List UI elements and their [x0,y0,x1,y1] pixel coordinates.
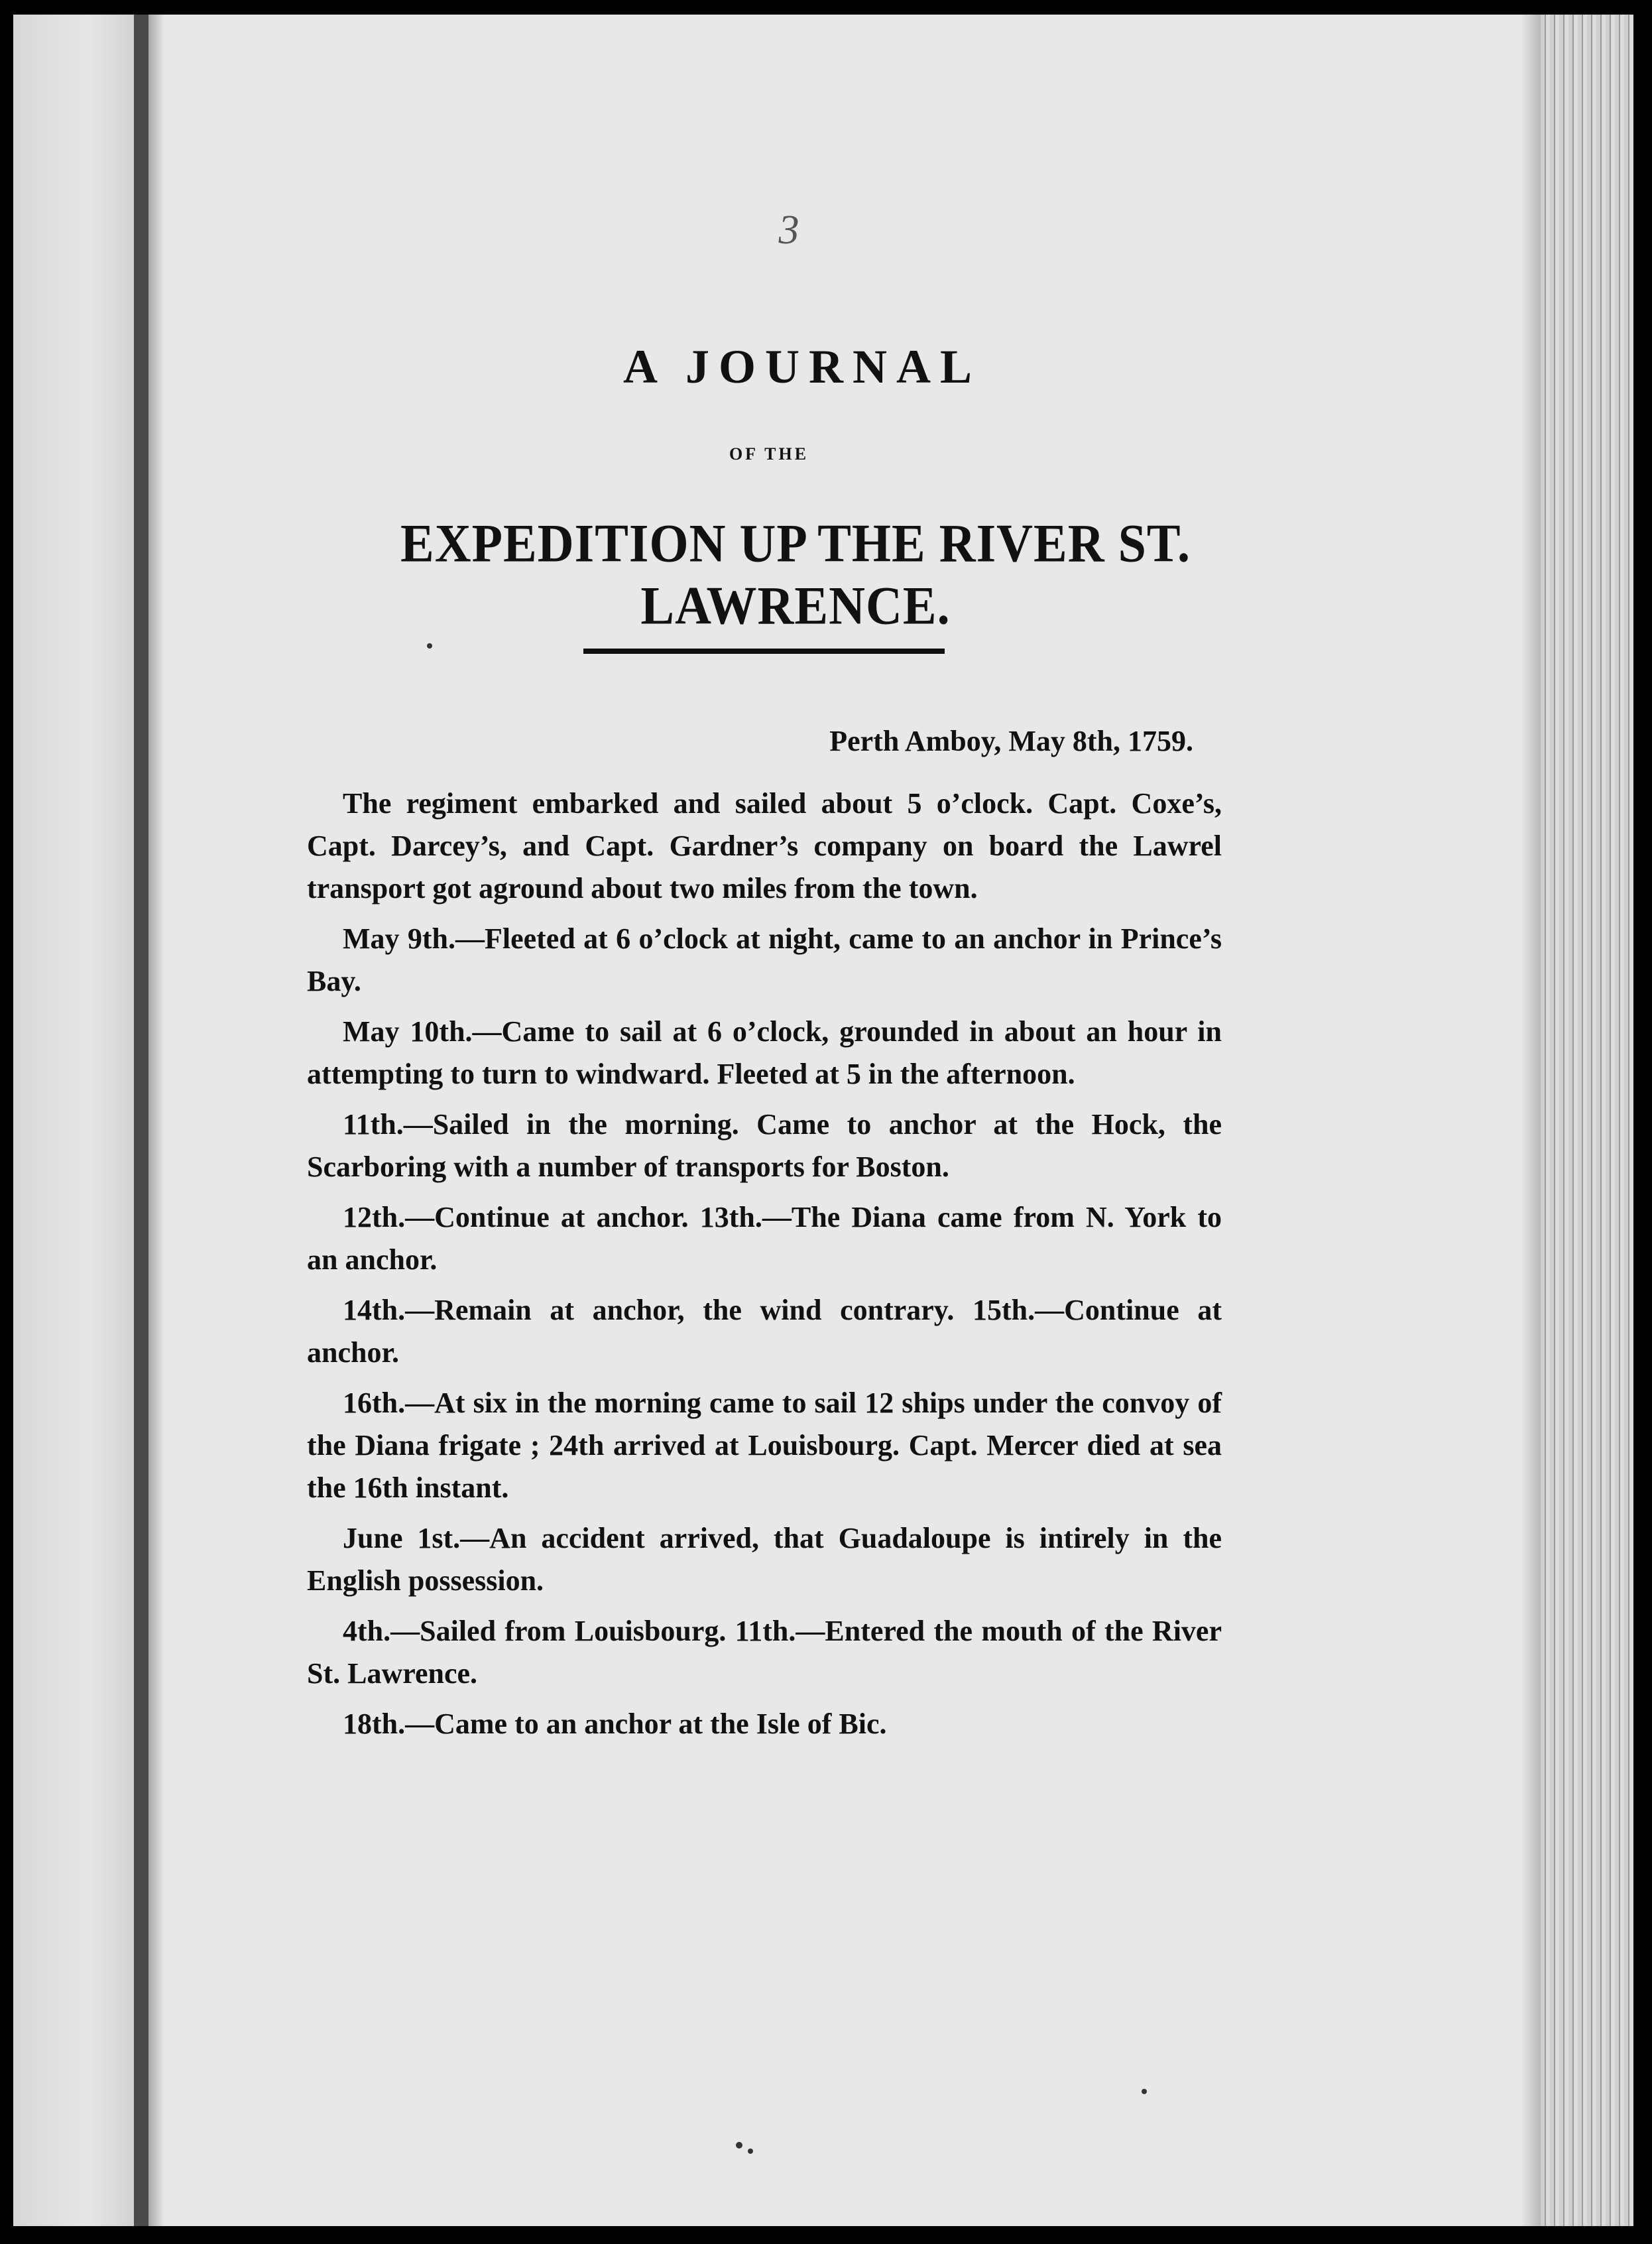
journal-paragraph: 18th.—Came to an anchor at the Isle of Bic. [343,1708,887,1740]
journal-paragraph: May 10th.—Came to sail at 6 o’clock, grounded in about an hour in attempting to turn to windward. Fleeted at 5 in the afternoon. [307,1015,1222,1090]
ink-speck [748,2149,753,2154]
page-edge-shadow [1521,15,1541,2226]
journal-paragraph: 14th.—Remain at anchor, the wind contrary. 15th.—Continue at anchor. [307,1294,1222,1369]
page-subtitle: EXPEDITION UP THE RIVER ST. LAWRENCE. [400,513,1191,636]
ink-speck [427,643,432,649]
journal-paragraph: 11th.—Sailed in the morning. Came to anchor at the Hock, the Scarboring with a number of transports for Boston. [307,1108,1222,1183]
journal-paragraph: June 1st.—An accident arrived, that Guadaloupe is intirely in the English possession. [307,1522,1222,1597]
page-number: 3 [778,208,799,253]
journal-paragraph: 12th.—Continue at anchor. 13th.—The Diana came from N. York to an anchor. [307,1201,1222,1276]
dateline: Perth Amboy, May 8th, 1759. [829,725,1193,757]
title-connector: OF THE [729,444,809,464]
journal-paragraph: The regiment embarked and sailed about 5 o’clock. Capt. Coxe’s, Capt. Darcey’s, and Capt. Gardner’s company on board the Lawrel transport got aground about two miles from the town. [307,787,1222,904]
journal-paragraph: 16th.—At six in the morning came to sail 12 ships under the convoy of the Diana frigate ; 24th arrived at Louisbourg. Capt. Mercer died at sea the 16th instant. [307,1387,1222,1504]
title-rule [583,649,945,654]
journal-body [307,782,1222,1745]
journal-paragraph: May 9th.—Fleeted at 6 o’clock at night, came to an anchor in Prince’s Bay. [307,922,1222,997]
book-spine [134,15,148,2226]
ink-speck [736,2142,742,2149]
spine-shadow [148,15,164,2226]
ink-speck [1142,2089,1147,2094]
left-page-margin [13,15,139,2226]
page-title: A JOURNAL [622,340,982,393]
journal-paragraph: 4th.—Sailed from Louisbourg. 11th.—Entered the mouth of the River St. Lawrence. [307,1615,1222,1690]
page-edges [1541,15,1633,2226]
